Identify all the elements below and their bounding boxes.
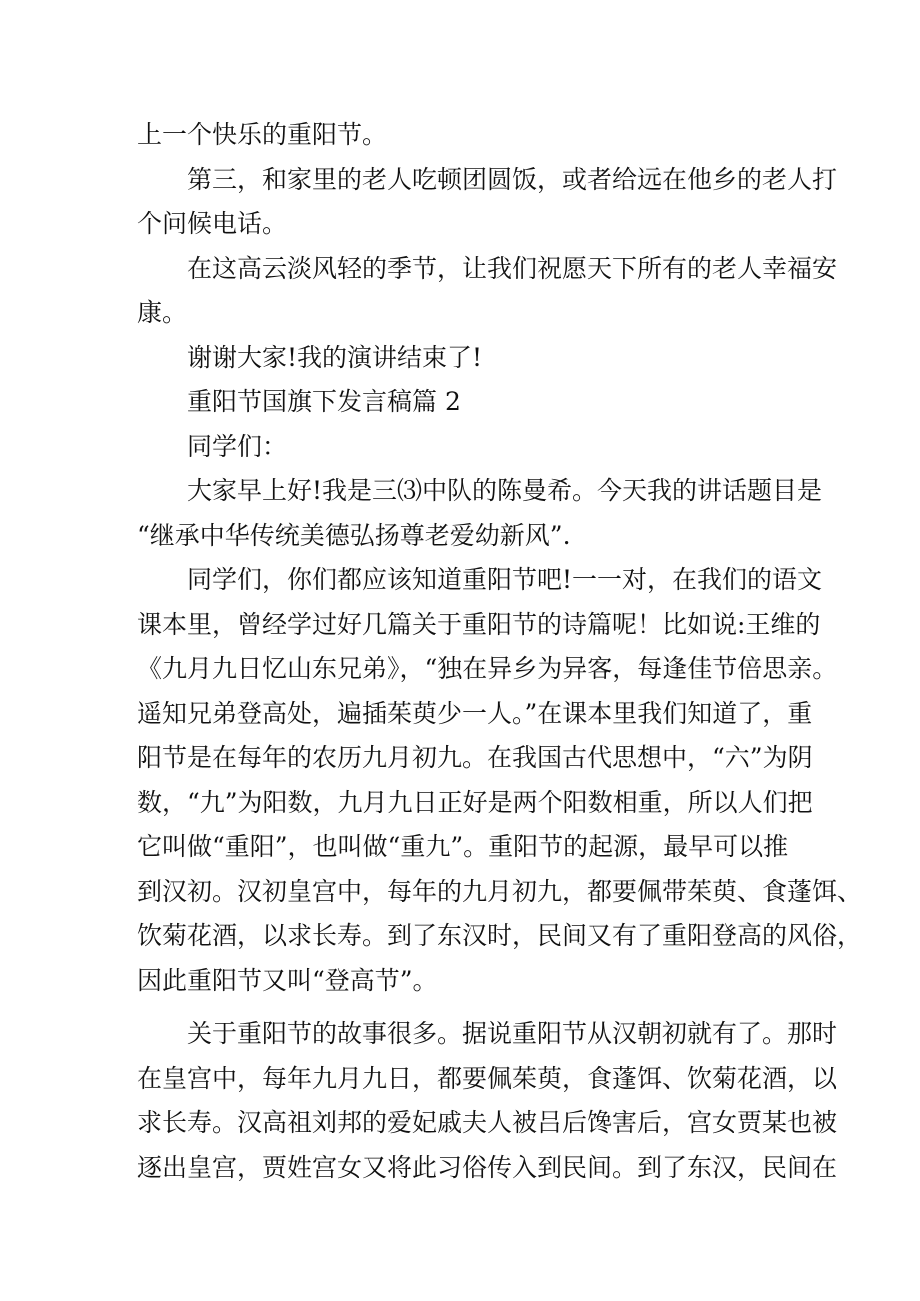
document-body (137, 113, 863, 1190)
text-line: 课本里，曾经学过好几篇关于重阳节的诗篇呢！比如说:王维的 (137, 609, 821, 639)
text-line: 数，“九”为阳数，九月九日正好是两个阳数相重，所以人们把 (137, 787, 813, 817)
paragraph-gap (137, 1003, 787, 1012)
text-line: 同学们： (187, 431, 288, 461)
text-line: 遥知兄弟登高处，遍插茱萸少一人。”在课本里我们知道了，重 (137, 698, 813, 728)
text-line: 逐出皇宫，贾姓宫女又将此习俗传入到民间。到了东汉，民间在 (137, 1152, 838, 1182)
text-line: 它叫做“重阳”，也叫做“重九”。重阳节的起源，最早可以推 (137, 832, 789, 861)
text-line: 个问候电话。 (137, 209, 288, 238)
text-line: 在这高云淡风轻的季节，让我们祝愿天下所有的老人幸福安 (187, 253, 838, 283)
text-line: 到汉初。汉初皇宫中，每年的九月初九，都要佩带茱萸、食蓬饵、 (137, 876, 863, 906)
text-line: 同学们，你们都应该知道重阳节吧!一一对，在我们的语文 (187, 565, 823, 594)
text-line: 上一个快乐的重阳节。 (137, 120, 388, 149)
section-heading: 重阳节国旗下发言稿篇 2 (187, 387, 461, 416)
text-line: 在皇宫中，每年九月九日，都要佩茱萸，食蓬饵、饮菊花酒，以 (137, 1063, 838, 1093)
text-line: 饮菊花酒，以求长寿。到了东汉时，民间又有了重阳登高的风俗， (137, 921, 863, 950)
text-line: 《九月九日忆山东兄弟》，“独在异乡为异客，每逢佳节倍思亲。 (137, 654, 838, 683)
text-line: “继承中华传统美德弘扬尊老爱幼新风”. (137, 520, 571, 550)
text-line: 大家早上好!我是三⑶中队的陈曼希。今天我的讲话题目是 (187, 476, 823, 505)
text-line: 谢谢大家!我的演讲结束了! (187, 342, 483, 372)
text-line: 因此重阳节又叫“登高节”。 (137, 965, 438, 995)
text-line: 阳节是在每年的农历九月初九。在我国古代思想中，“六”为阴 (137, 743, 813, 772)
text-line: 第三，和家里的老人吃顿团圆饭，或者给远在他乡的老人打 (187, 164, 838, 194)
text-line: 康。 (137, 298, 188, 327)
text-line: 求长寿。汉高祖刘邦的爱妃戚夫人被吕后馋害后，宫女贾某也被 (137, 1108, 838, 1137)
text-line: 关于重阳节的故事很多。据说重阳节从汉朝初就有了。那时 (187, 1019, 838, 1048)
